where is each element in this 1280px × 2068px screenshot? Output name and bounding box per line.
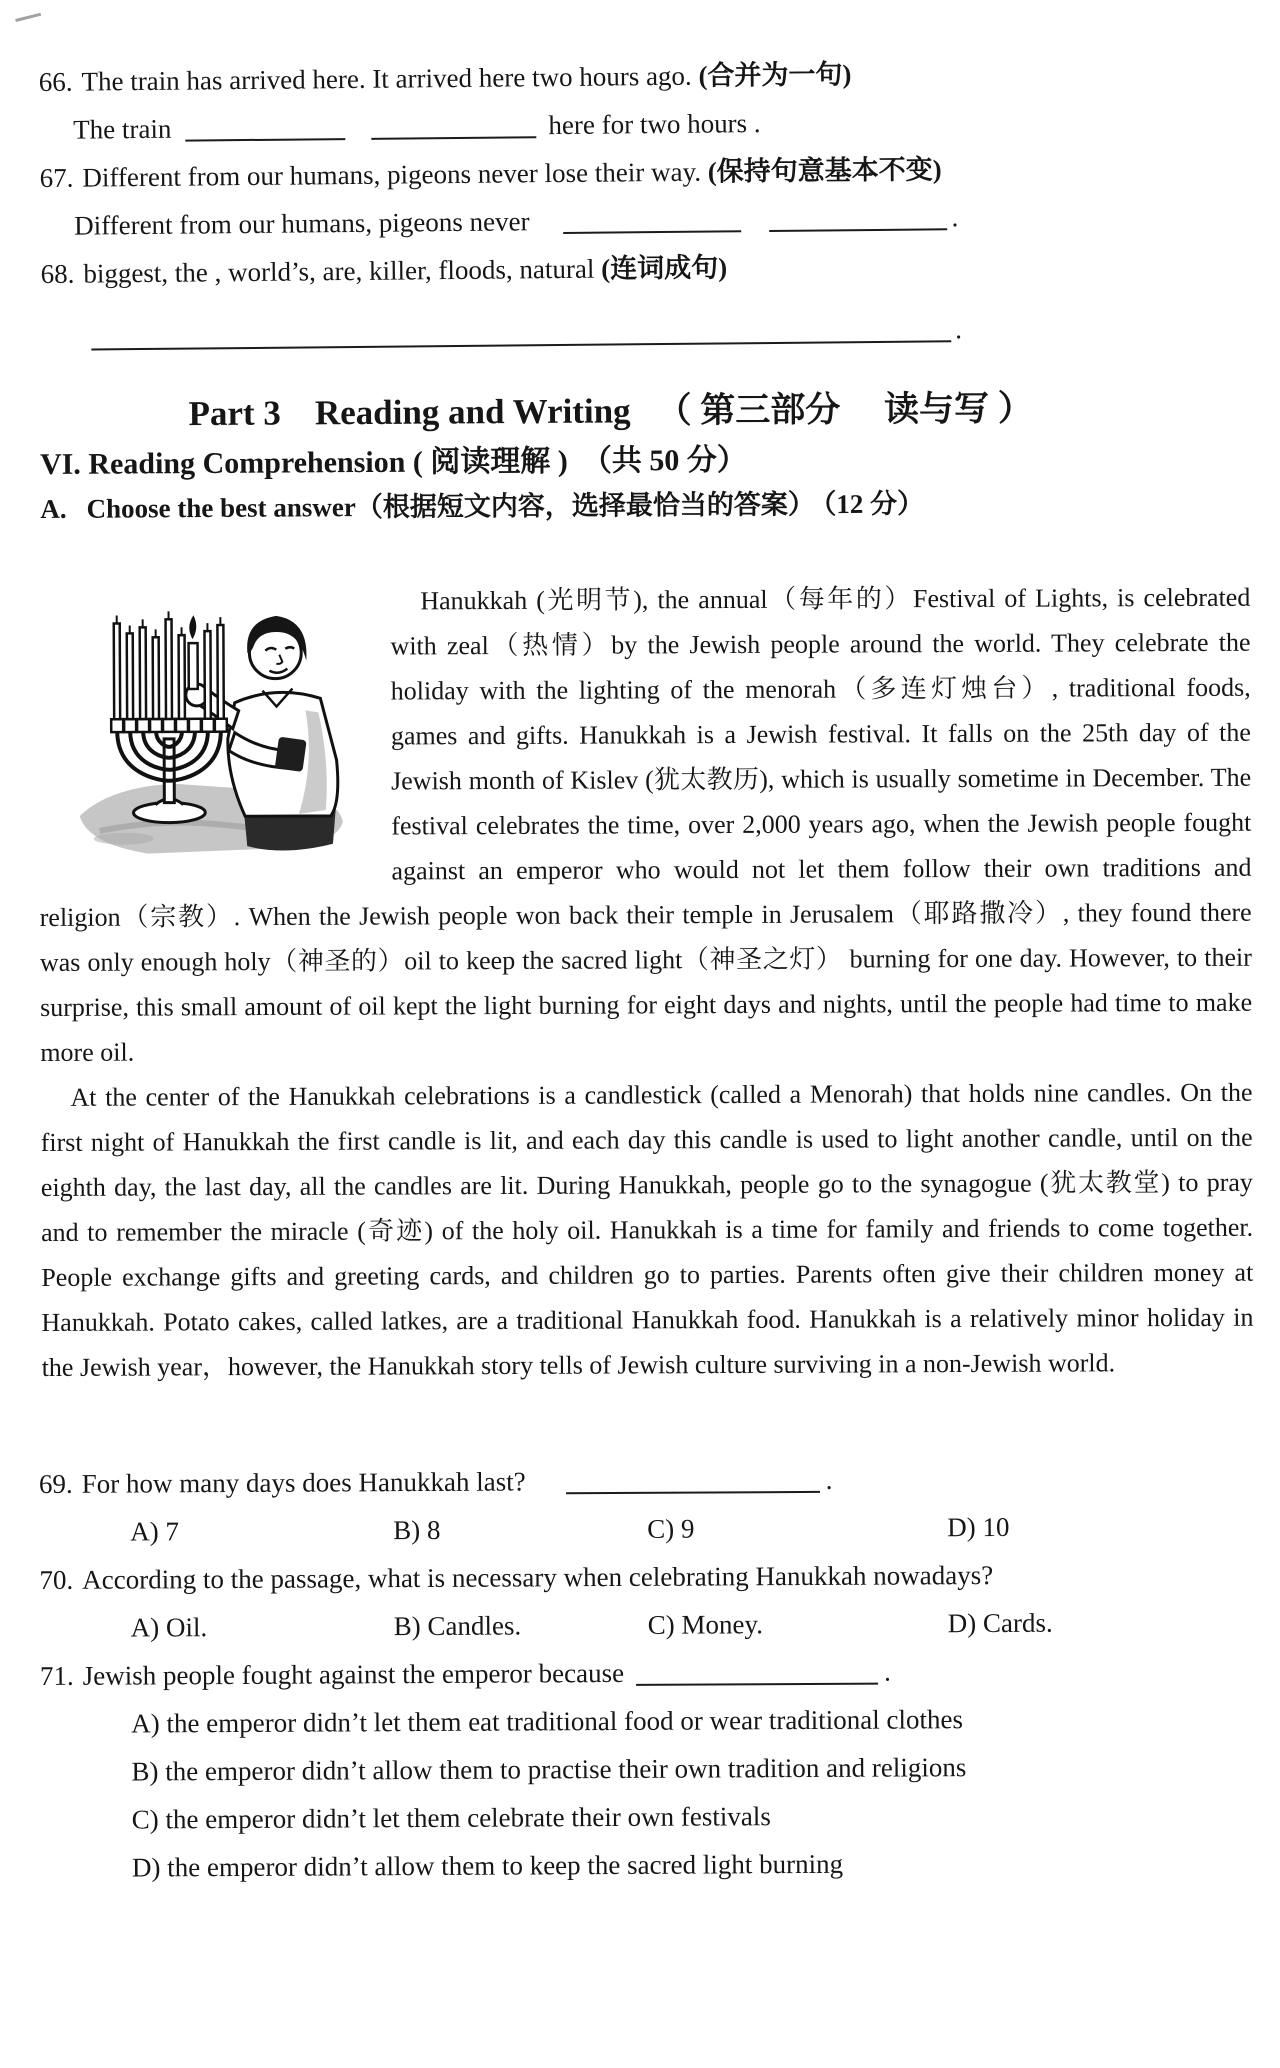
- task-a-heading: [40, 481, 1252, 530]
- answer-blank: [563, 206, 741, 234]
- instruction-zh: (连词成句): [600, 252, 728, 284]
- option-a: A) 7: [130, 1516, 180, 1547]
- option-d: D) Cards.: [947, 1607, 1053, 1639]
- question-69: [39, 1454, 1251, 1508]
- instruction-zh: (合并为一句): [698, 59, 852, 91]
- option-c: C) Money.: [647, 1609, 764, 1640]
- instruction-zh: (保持句意基本不变): [707, 154, 942, 187]
- blank-suffix: .: [883, 1656, 891, 1687]
- question-number: 67.: [39, 162, 74, 194]
- part-title-en: Reading and Writing: [314, 391, 631, 433]
- rewrite-prefix: The train: [73, 113, 172, 145]
- blank-suffix: .: [825, 1464, 833, 1495]
- question-68-answer-line: [41, 300, 1253, 364]
- option-a: A) Oil.: [130, 1612, 208, 1643]
- answer-blank: [636, 1659, 878, 1686]
- question-68-prompt: [40, 238, 1252, 298]
- part3-heading-block: [40, 383, 1253, 530]
- question-71: [40, 1646, 1252, 1700]
- question-text: Different from our humans, pigeons never lose their way.: [82, 156, 708, 193]
- answer-suffix: .: [955, 314, 963, 345]
- reading-passage: [38, 575, 1254, 1390]
- question-text: According to the passage, what is necessary when celebrating Hanukkah nowadays?: [82, 1560, 994, 1595]
- option-d: D) the emperor didn’t allow them to keep the sacred light burning: [131, 1848, 844, 1883]
- question-number: 70.: [39, 1564, 74, 1596]
- question-text: Jewish people fought against the emperor because: [82, 1657, 625, 1691]
- question-69-options: [39, 1502, 1251, 1556]
- answer-blank: [371, 112, 536, 140]
- task-a-label: A.: [40, 493, 67, 524]
- answer-blank: [566, 1467, 820, 1494]
- option-d: D) 10: [947, 1511, 1010, 1543]
- option-b: B) Candles.: [393, 1610, 522, 1642]
- question-71-options: [40, 1694, 1253, 1892]
- section-vi-title: VI. Reading Comprehension ( 阅读理解 ): [39, 444, 568, 481]
- part-title-zh: （ 第三部分 读与写 ）: [656, 388, 1033, 431]
- comprehension-questions: [39, 1454, 1253, 1892]
- task-a-title: Choose the best answer: [86, 492, 356, 524]
- option-c: C) 9: [647, 1513, 695, 1544]
- question-text: For how many days does Hanukkah last?: [81, 1466, 526, 1499]
- rewrite-suffix: .: [951, 202, 959, 233]
- question-number: 69.: [38, 1468, 73, 1500]
- question-number: 71.: [39, 1660, 74, 1691]
- question-number: 68.: [40, 258, 75, 289]
- section-vi-heading: [40, 435, 1252, 488]
- passage-paragraph-2: At the center of the Hanukkah celebrations is a candlestick (called a Menorah) that holds nine candles. On the first night of Hanukkah the first candle is lit, and each day this candle is used to light another candle, until on the eighth day, the last day, all the candles are lit. During Hanukkah, people go to the synagogue (犹太教堂) to pray and to remember the miracle (奇迹) of the holy oil. Hanukkah is a time for family and friends to come together. People exchange gifts and greeting cards, and children go to parties. Parents often give their children money at Hanukkah. Potato cakes, called latkes, are a traditional Hanukkah food. Hanukkah is a relatively minor holiday in the Jewish year，however, the Hanukkah story tells of Jewish culture surviving in a non-Jewish world.: [40, 1077, 1254, 1382]
- answer-blank: [769, 204, 947, 232]
- menorah-illustration: [38, 581, 379, 866]
- option-c: C) the emperor didn’t let them celebrate their own festivals: [131, 1801, 771, 1835]
- question-text: biggest, the , world’s, are, killer, floods, natural: [83, 253, 602, 289]
- part-label: Part 3: [188, 393, 281, 434]
- question-70: [39, 1550, 1251, 1604]
- scan-artifact: [13, 3, 41, 22]
- task-a-points: （12 分）: [822, 488, 925, 520]
- question-70-options: [40, 1598, 1252, 1652]
- question-text: The train has arrived here. It arrived here two hours ago.: [81, 60, 699, 97]
- boy-lighting-menorah-drawing: [38, 581, 379, 866]
- task-a-zh: （根据短文内容，选择最恰当的答案）: [355, 489, 815, 523]
- option-a: A) the emperor didn’t let them eat traditional food or wear traditional clothes: [131, 1704, 964, 1739]
- sentence-transformation-section: [39, 46, 1254, 364]
- section-vi-points: （共 50 分）: [581, 443, 747, 478]
- option-b: B) 8: [393, 1514, 441, 1546]
- answer-blank: [185, 114, 345, 142]
- rewrite-suffix: here for two hours .: [548, 108, 761, 141]
- passage-paragraph-1: Hanukkah (光明节), the annual（每年的）Festival of Lights, is celebrated with zeal（热情）by the Jewish people around the world. They celebrate the holiday with the lighting of the menorah（多连灯烛台）, traditional foods, games and gifts. Hanukkah is a Jewish festival. It falls on the 25th day of the Jewish month of Kislev (犹太教历), which is usually sometime in December. The festival celebrates the time, over 2,000 years ago, when the Jewish people fought against an emperor who would not let them follow their own traditions and religion（宗教）. When the Jewish people won back their temple in Jerusalem（耶路撒冷）, they found there was only enough holy（神圣的）oil to keep the sacred light（神圣之灯） burning for one day. However, to their surprise, this small amount of oil kept the light burning for eight days and nights, until the people had time to make more oil.: [39, 582, 1253, 1067]
- part3-title: [40, 383, 1252, 440]
- rewrite-prefix: Different from our humans, pigeons never: [73, 206, 530, 241]
- answer-blank: [91, 316, 951, 350]
- question-number: 66.: [38, 66, 73, 98]
- option-b: B) the emperor didn’t allow them to practise their own tradition and religions: [131, 1752, 967, 1787]
